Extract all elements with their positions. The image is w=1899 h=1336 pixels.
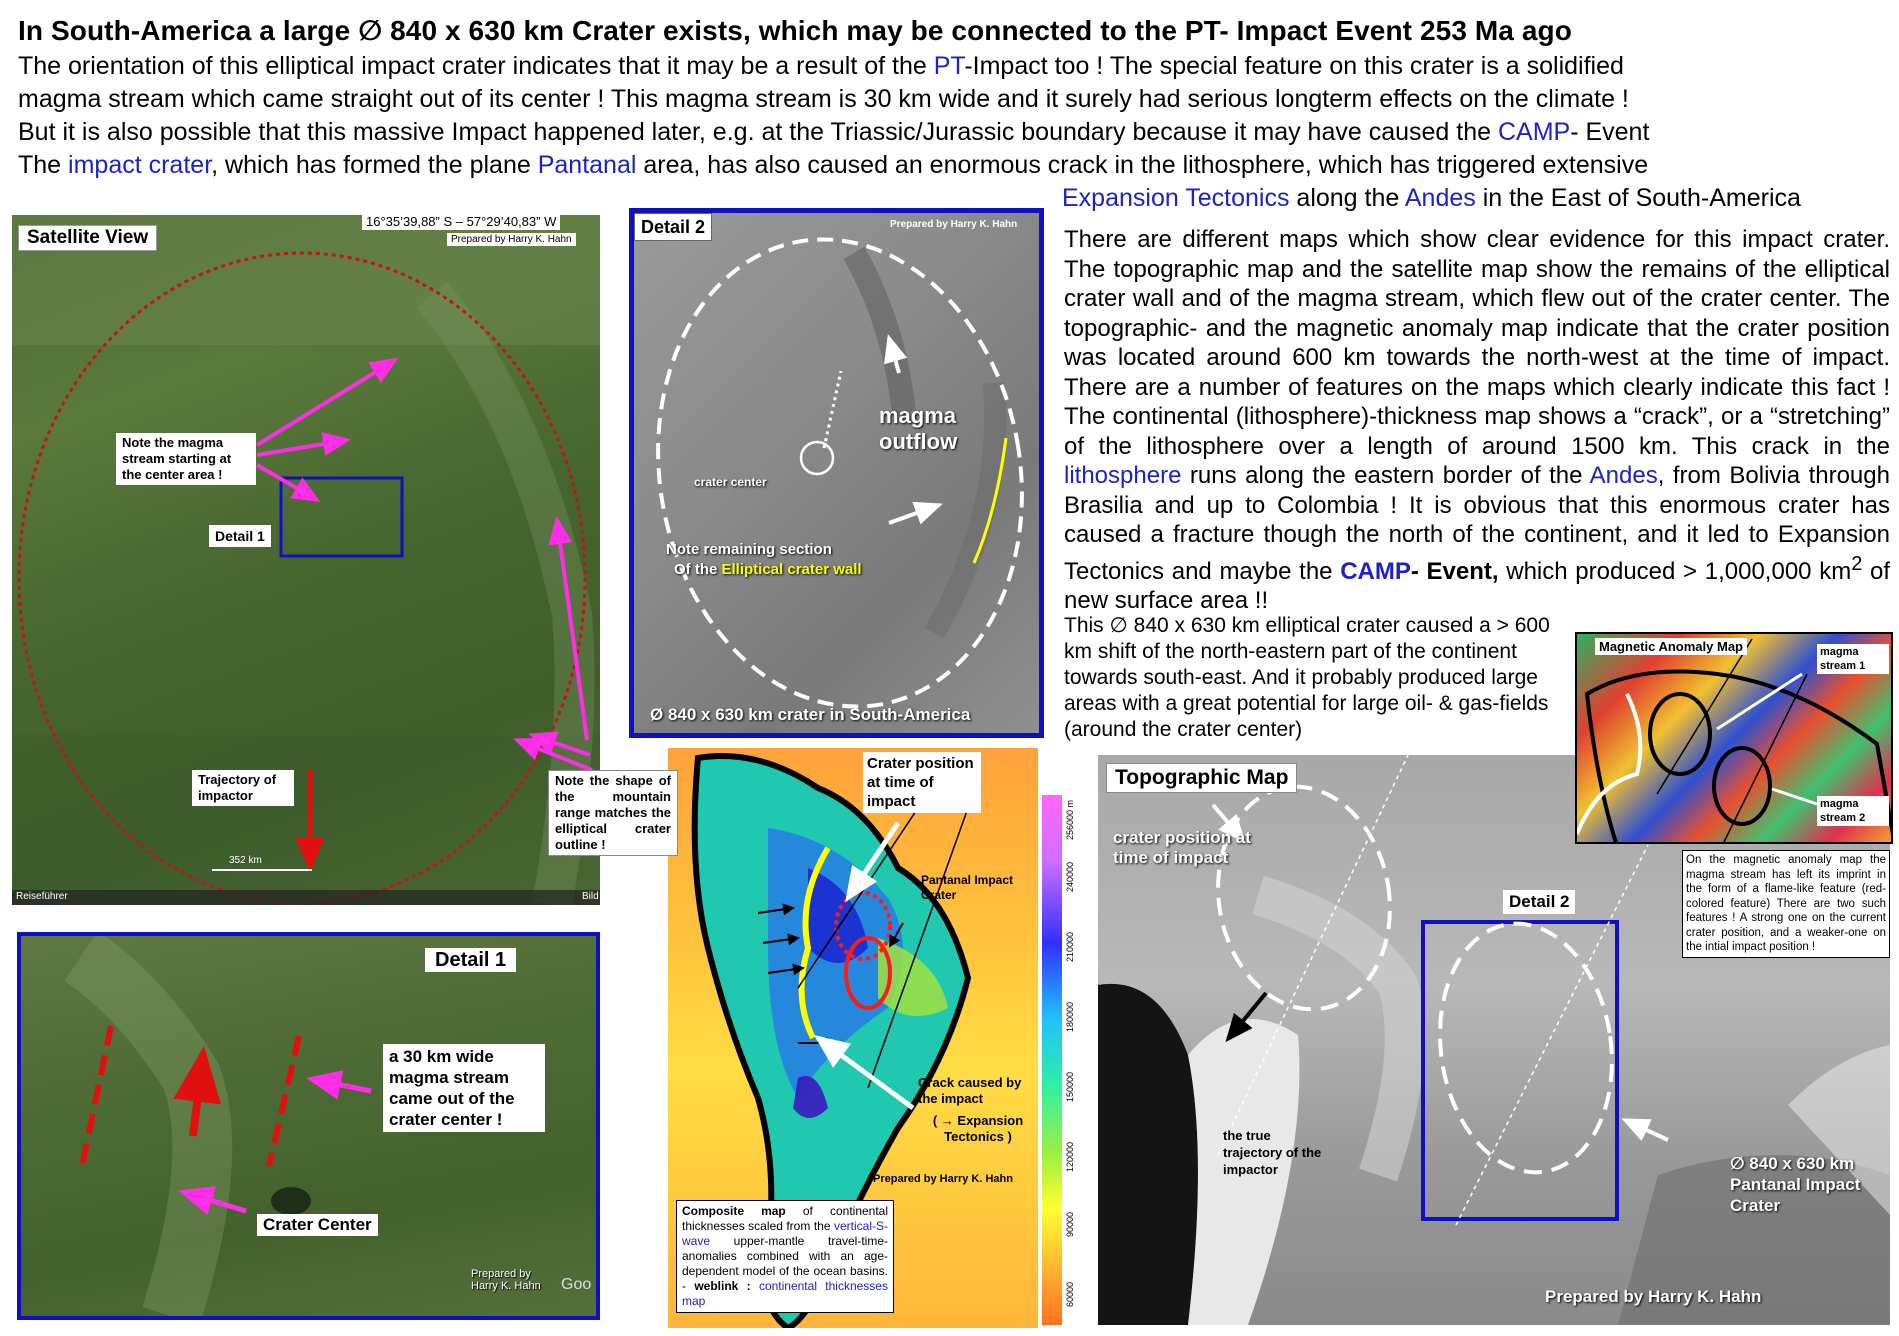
thickness-map-panel <box>668 748 1038 1328</box>
camp-link-2[interactable]: CAMP <box>1340 557 1411 585</box>
vertical-s-wave-link[interactable]: vertical-S-wave <box>682 1219 888 1248</box>
detail2-prepared: Prepared by Harry K. Hahn <box>890 219 1018 230</box>
magnetic-map-panel <box>1575 632 1893 844</box>
scale-tick: 180000 <box>1065 1002 1075 1033</box>
scale-labels <box>1065 790 1090 1330</box>
intro-line-1: The orientation of this elliptical impact crater indicates that it may be a result of the PT-Impact too ! The special feature on this crater is a solidified <box>18 52 1624 80</box>
main-paragraph: There are different maps which show clear evidence for this impact crater. The topographic map and the satellite map show the remains of the elliptical crater wall and of the magma stream, which flew out of the crater center. The topographic- and the magnetic anomaly map indicate that the crater position was located around 600 km towards the north-west at the time of impact. There are a number of features on the maps which clearly indicate this fact ! The continental (lithosphere)-thickness map shows a “crack”, or a “stretching” of the lithosphere over a length of around 1500 km. This crack in the lithosphere runs along the eastern border of the Andes, from Bolivia through Brasilia and up to Colombia ! It is obvious that this enormous crater has caused a fracture though the north of the continent, and it led to Expansion Tectonics and maybe the CAMP- Event, which produced > 1,000,000 $km^2$ of new surface area !! <box>1064 226 1891 614</box>
pantanal-link[interactable]: Pantanal <box>537 151 637 179</box>
crater-center-label-2: crater center <box>694 475 767 489</box>
continental-thickness-link[interactable]: continental thicknesses map <box>682 1279 888 1308</box>
trajectory-label: Trajectory of impactor <box>192 770 294 806</box>
detail1-prepared: Prepared by Harry K. Hahn <box>471 1268 541 1292</box>
intro-line-5: Expansion Tectonics along the Andes in the East of South-America <box>1062 184 1801 212</box>
intro-line-2: magma stream which came straight out of its center ! This magma stream is 30 km wide and it surely had serious longterm effects on the climate ! <box>18 85 1629 113</box>
satellite-title: Satellite View <box>18 225 157 251</box>
satellite-view-panel <box>12 215 600 905</box>
topo-detail2-label: Detail 2 <box>1503 890 1575 914</box>
scale-label: 352 km <box>229 855 262 866</box>
magnetic-title: Magnetic Anomaly Map <box>1595 638 1747 655</box>
scale-tick: 256000 m <box>1065 800 1075 841</box>
detail2-box <box>1423 922 1617 1219</box>
scale-tick: 60000 <box>1065 1282 1075 1308</box>
scale-tick: 120000 <box>1065 1142 1075 1173</box>
expansion-tectonics-link[interactable]: Expansion Tectonics <box>1062 184 1290 212</box>
crater-center-label: Crater Center <box>257 1214 378 1236</box>
magma-stream-2-label: magma stream 2 <box>1817 796 1889 826</box>
topo-crater-label: ∅ 840 x 630 km Pantanal Impact Crater <box>1730 1154 1861 1215</box>
footer-left: Reiseführer <box>16 891 68 902</box>
detail1-title: Detail 1 <box>425 948 516 972</box>
andes-link-2[interactable]: Andes <box>1589 462 1658 489</box>
detail2-ellipse <box>634 213 1039 733</box>
detail1-label: Detail 1 <box>209 525 271 547</box>
google-mark: Goo <box>561 1276 592 1293</box>
true-trajectory-label: the true trajectory of the impactor <box>1223 1128 1322 1177</box>
pt-link[interactable]: PT <box>933 52 965 80</box>
note-magma-label: Note the magma stream starting at the center area ! <box>116 433 256 485</box>
prepared-by: Prepared by Harry K. Hahn <box>447 233 576 246</box>
camp-link[interactable]: CAMP <box>1497 118 1571 146</box>
detail1-panel <box>17 932 600 1320</box>
magnetic-note: On the magnetic anomaly map the magma stream has left its imprint in the form of a flame-like feature (red-colored feature) There are two such features ! A strong one on the current crater position, and a weaker-one on the intial impact position ! <box>1682 850 1890 958</box>
thickness-color-scale <box>1042 795 1062 1325</box>
note-wall-label: Of the Elliptical crater wall <box>674 561 862 578</box>
detail2-panel <box>629 208 1044 738</box>
andes-link[interactable]: Andes <box>1404 184 1476 212</box>
detail2-title: Detail 2 <box>634 213 712 241</box>
expansion-label: ( → Expansion Tectonics ) <box>932 1113 1024 1144</box>
note-shape-label: Note the shape of the mountain range matches the elliptical crater outline ! <box>548 770 678 856</box>
magma-stream-note: a 30 km wide magma stream came out of the crater center ! <box>383 1044 545 1132</box>
note-remaining-label: Note remaining section <box>666 541 832 558</box>
pantanal-label: Pantanal Impact Crater <box>921 873 1014 902</box>
secondary-paragraph: This ∅ 840 x 630 km elliptical crater caused a > 600 km shift of the north-eastern part of the continent towards south-east. And it probably produced large areas with a great potential for large oil- & gas-fields (around the crater center) <box>1064 614 1550 741</box>
page-title: In South-America a large ∅ 840 x 630 km Crater exists, which may be connected to the PT- Impact Event 253 Ma ago <box>18 15 1572 46</box>
scale-tick: 90000 <box>1065 1212 1075 1238</box>
topo-crater-position: crater position at time of impact <box>1113 828 1251 867</box>
topo-title: Topographic Map <box>1106 763 1297 793</box>
scale-tick: 150000 <box>1065 1072 1075 1103</box>
impact-crater-link[interactable]: impact crater <box>68 151 212 179</box>
detail2-caption: Ø 840 x 630 km crater in South-America <box>650 705 971 724</box>
lithosphere-link[interactable]: lithosphere <box>1064 462 1182 489</box>
coordinates: 16°35’39,88” S – 57°29’40,83” W <box>362 215 560 230</box>
scale-tick: 210000 <box>1065 932 1075 963</box>
magma-outflow-label: magma outflow <box>879 403 958 454</box>
topo-prepared: Prepared by Harry K. Hahn <box>1545 1287 1762 1306</box>
thickness-prepared: Prepared by Harry K. Hahn <box>873 1173 1013 1185</box>
magma-stream-1-label: magma stream 1 <box>1817 644 1889 674</box>
intro-line-3: But it is also possible that this massive Impact happened later, e.g. at the Triassic/Jurassic boundary because it may have caused the CAMP- Event <box>18 118 1650 146</box>
crater-position-label: Crater position at time of impact <box>863 752 981 813</box>
scale-tick: 240000 <box>1065 862 1075 893</box>
crack-label: Crack caused by the impact <box>918 1075 1022 1106</box>
intro-line-4: The impact crater, which has formed the plane Pantanal area, has also caused an enormous crack in the lithosphere, which has triggered extensive <box>18 151 1649 179</box>
footer-right: Bild <box>582 891 599 902</box>
satellite-overlay <box>12 215 600 905</box>
composite-caption: Composite map of continental thicknesses scaled from the vertical-S-wave upper-mantle travel-time-anomalies combined with an age-dependent model of the ocean basins. - weblink : continental thicknesses map <box>676 1200 894 1313</box>
